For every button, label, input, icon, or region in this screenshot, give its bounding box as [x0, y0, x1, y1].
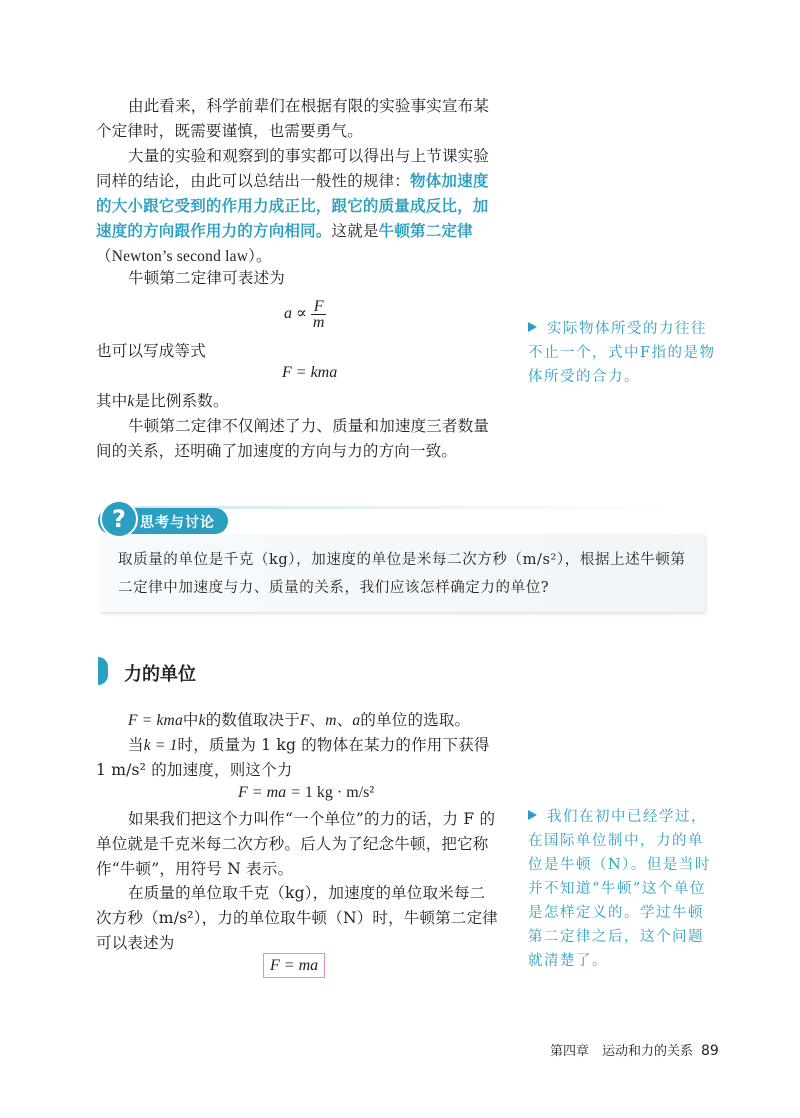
paragraph-si-units: 在质量的单位取千克（kg），加速度的单位取米每二次方秒（m/s²），力的单位取牛顿（N）时，牛顿第二定律可以表述为 [96, 884, 499, 952]
section-title: 力的单位 [124, 664, 196, 685]
eq1-numerator: F [311, 299, 327, 315]
p8-post: 时，质量为 1 kg 的物体在某力的作用下获得 1 m/s² 的加速度，则这个力 [96, 736, 490, 779]
equation-kma: F = kma [282, 364, 338, 381]
triangle-bullet-icon [528, 322, 537, 332]
k-post-text: 是比例系数。 [134, 392, 229, 410]
side-note-newton-unit [528, 805, 718, 973]
side-note-net-force [528, 317, 718, 389]
side-note-2-text: 我们在初中已经学过，在国际单位制中，力的单位是牛顿（N）。但是当时并不知道“牛顿”这个单位是怎样定义的。学过牛顿第二定律之后，这个问题就清楚了。 [528, 809, 711, 969]
eq3-rhs: 1 kg · m/s² [304, 784, 375, 801]
p7-mid: 中 [182, 711, 199, 729]
law-english-name: （Newton’s second law）。 [96, 248, 272, 265]
p7-post: 的单位的选取。 [360, 711, 471, 729]
paragraph-k-coefficient [96, 389, 500, 414]
eq3-lhs: F = ma = [238, 784, 305, 801]
p7-k: k [198, 712, 206, 729]
p7-equation: F = kma [128, 712, 183, 729]
paragraph-direction: 牛顿第二定律不仅阐述了力、质量和加速度三者数量间的关系，还明确了加速度的方向与力的方向一致。 [96, 417, 490, 460]
paragraph-k-equals-one [96, 733, 500, 783]
p7-sep1: 、 [309, 711, 326, 729]
think-discuss-question: 取质量的单位是千克（kg），加速度的单位是米每二次方秒（m/s²），根据上述牛顿第二定律中加速度与力、质量的关系，我们应该怎样确定力的单位? [118, 552, 686, 596]
p7-m: m [325, 712, 337, 729]
p8-condition: k = 1 [143, 737, 178, 754]
law-mid-text: 这就是 [331, 222, 379, 240]
section-marker-icon [98, 657, 108, 685]
paragraph-k-depends [96, 708, 500, 733]
question-mark-icon: ? [100, 500, 138, 538]
paragraph-second-law [96, 144, 500, 269]
k-pre-text: 其中 [96, 392, 128, 410]
law-term-highlight: 牛顿第二定律 [378, 222, 473, 240]
paragraph-expressed-as: 牛顿第二定律可表述为 [128, 269, 286, 287]
p7-text: 的数值取决于 [205, 711, 300, 729]
equation-proportional [284, 299, 326, 330]
eq1-denominator: m [312, 314, 325, 331]
think-discuss-title: 思考与讨论 [140, 515, 215, 531]
equation-f-ma-boxed [263, 957, 325, 975]
page-number: 89 [701, 1043, 719, 1059]
p7-a: a [352, 712, 361, 729]
eq1-lhs: a [284, 305, 292, 323]
p8-pre: 当 [128, 736, 144, 754]
p7-sep2: 、 [336, 711, 353, 729]
eq1-fraction [311, 299, 327, 330]
p7-F: F [299, 712, 310, 729]
side-note-1-text: 实际物体所受的力往往不止一个，式中F指的是物体所受的合力。 [528, 321, 716, 385]
footer-chapter: 第四章 运动和力的关系 [550, 1044, 694, 1059]
paragraph-newton-unit: 如果我们把这个力叫作“一个单位”的力的话，力 F 的单位就是千克米每二次方秒。后人为了纪念牛顿，把它称作“牛顿”，用符号 N 表示。 [96, 810, 496, 878]
k-variable: k [127, 393, 135, 410]
paragraph-equation-form: 也可以写成等式 [96, 342, 206, 360]
equation-one-newton [238, 784, 374, 802]
law-statement-highlight: 物体加速度的大小跟它受到的作用力成正比，跟它的质量成反比，加速度的方向跟作用力的方向相同。 [96, 172, 489, 240]
paragraph-courage: 由此看来，科学前辈们在根据有限的实验事实宣布某个定律时，既需要谨慎，也需要勇气。 [96, 97, 490, 140]
page-footer [550, 1040, 719, 1059]
eq1-prop-symbol: ∝ [296, 305, 307, 323]
eq4-box: F = ma [263, 953, 325, 978]
law-intro-text: 大量的实验和观察到的事实都可以得出与上节课实验同样的结论，由此可以总结出一般性的规律： [96, 147, 490, 190]
triangle-bullet-icon [528, 810, 537, 820]
